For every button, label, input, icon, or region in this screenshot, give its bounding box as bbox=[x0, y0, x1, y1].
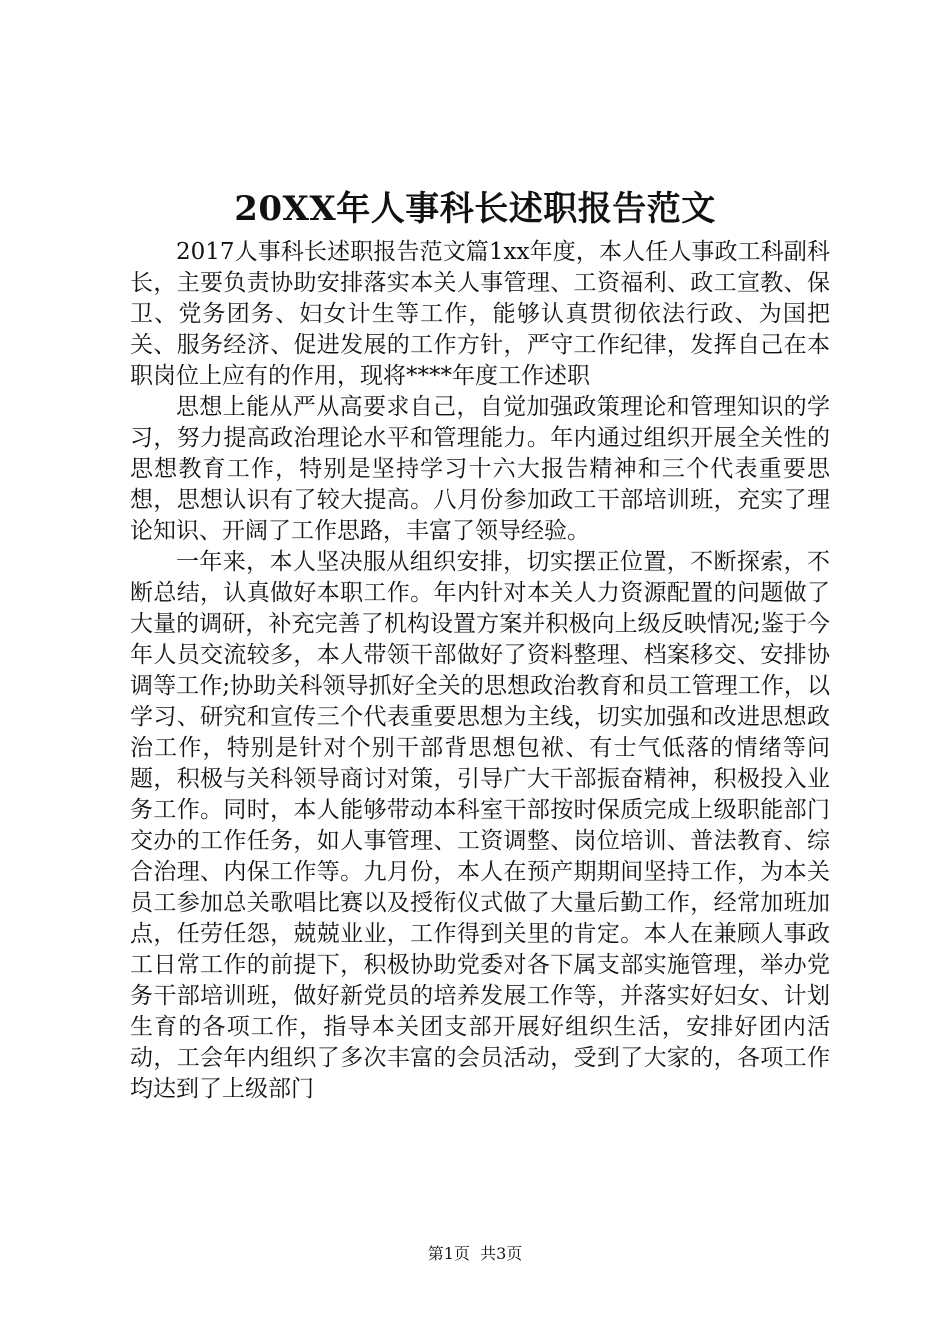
document-title: 20XX年人事科长述职报告范文 bbox=[234, 189, 716, 229]
page-number: 第1页 bbox=[427, 1244, 470, 1263]
paragraph-2: 思想上能从严从高要求自己，自觉加强政策理论和管理知识的学习，努力提高政治理论水平和管理能力。年内通过组织开展全关性的思想教育工作，特别是坚持学习十六大报告精神和三个代表重要思想，思想认识有了较大提高。八月份参加政工干部培训班，充实了理论知识、开阔了工作思路，丰富了领导经验。 bbox=[130, 394, 830, 544]
paragraph-3: 一年来，本人坚决服从组织安排，切实摆正位置，不断探索，不断总结，认真做好本职工作。年内针对本关人力资源配置的问题做了大量的调研，补充完善了机构设置方案并积极向上级反映情况;鉴于今年人员交流较多，本人带领干部做好了资料整理、档案移交、安排协调等工作;协助关科领导抓好全关的思想政治教育和员工管理工作，以学习、研究和宣传三个代表重要思想为主线，切实加强和改进思想政治工作，特别是针对个别干部背思想包袱、有士气低落的情绪等问题，积极与关科领导商讨对策，引导广大干部振奋精神，积极投入业务工作。同时，本人能够带动本科室干部按时保质完成上级职能部门交办的工作任务，如人事管理、工资调整、岗位培训、普法教育、综合治理、内保工作等。九月份，本人在预产期期间坚持工作，为本关员工参加总关歌唱比赛以及授衔仪式做了大量后勤工作，经常加班加点，任劳任怨，兢兢业业，工作得到关里的肯定。本人在兼顾人事政工日常工作的前提下，积极协助党委对各下属支部实施管理，举办党务干部培训班，做好新党员的培养发展工作等，并落实好妇女、计划生育的各项工作，指导本关团支部开展好组织生活，安排好团内活动，工会年内组织了多次丰富的会员活动，受到了大家的，各项工作均达到了上级部门 bbox=[130, 549, 830, 1102]
footer-spacer bbox=[470, 1244, 480, 1263]
page-total: 共3页 bbox=[480, 1244, 523, 1263]
paragraph-1: 2017人事科长述职报告范文篇1xx年度，本人任人事政工科副科长，主要负责协助安排落实本关人事管理、工资福利、政工宣教、保卫、党务团务、妇女计生等工作，能够认真贯彻依法行政、为国把关、服务经济、促进发展的工作方针，严守工作纪律，发挥自己在本职岗位上应有的作用，现将****年度工作述职 bbox=[130, 239, 830, 389]
page-footer bbox=[0, 1243, 950, 1265]
document-body bbox=[130, 237, 830, 1105]
